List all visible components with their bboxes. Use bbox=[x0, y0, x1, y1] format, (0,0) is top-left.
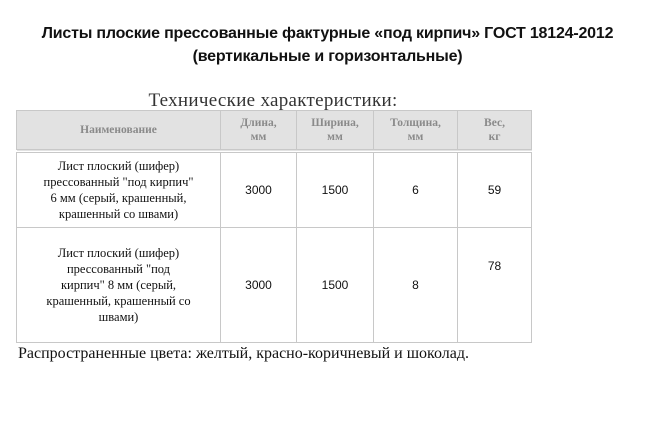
product-name-line: швами) bbox=[98, 310, 139, 324]
colors-note: Распространенные цвета: желтый, красно-коричневый и шоколад. bbox=[18, 345, 470, 362]
product-name-line: прессованный "под кирпич" bbox=[43, 175, 194, 189]
width-cell: 1500 bbox=[297, 228, 374, 343]
width-cell: 1500 bbox=[297, 151, 374, 228]
column-header-width bbox=[297, 111, 374, 152]
column-header-width-unit: мм bbox=[327, 131, 343, 143]
table-row bbox=[17, 228, 532, 343]
column-header-weight-unit: кг bbox=[488, 131, 501, 143]
column-header-thickness-label: Толщина, bbox=[390, 117, 441, 129]
column-header-length-label: Длина, bbox=[240, 117, 277, 129]
table-caption: Технические характеристики: bbox=[148, 90, 398, 111]
product-name-line: кирпич" 8 мм (серый, bbox=[60, 278, 177, 292]
weight-cell: 59 bbox=[458, 151, 532, 228]
product-name-line: крашенный, крашенный со bbox=[46, 294, 191, 308]
thickness-cell: 8 bbox=[374, 228, 458, 343]
product-name-cell bbox=[17, 151, 221, 228]
product-name-line: крашенный со швами) bbox=[58, 207, 179, 221]
column-header-length bbox=[221, 111, 297, 152]
page-heading-line-2: (вертикальные и горизонтальные) bbox=[192, 48, 463, 65]
product-name-cell bbox=[17, 228, 221, 343]
thickness-cell: 6 bbox=[374, 151, 458, 228]
product-name-line: Лист плоский (шифер) bbox=[57, 246, 180, 260]
product-name-line: Лист плоский (шифер) bbox=[57, 159, 180, 173]
column-header-weight bbox=[458, 111, 532, 152]
column-header-width-label: Ширина, bbox=[311, 117, 359, 129]
product-name-line: прессованный "под bbox=[66, 262, 171, 276]
column-header-thickness-unit: мм bbox=[407, 131, 424, 143]
table-row bbox=[17, 151, 532, 228]
column-header-name bbox=[17, 111, 221, 152]
length-cell: 3000 bbox=[221, 228, 297, 343]
page-heading bbox=[0, 22, 655, 68]
page-heading-line-1: Листы плоские прессованные фактурные «под кирпич» ГОСТ 18124-2012 bbox=[41, 25, 614, 42]
specifications-table bbox=[16, 110, 532, 343]
product-name-line: 6 мм (серый, крашенный, bbox=[50, 191, 187, 205]
column-header-name-label: Наименование bbox=[80, 124, 157, 136]
weight-cell: 78 bbox=[458, 228, 532, 343]
length-cell: 3000 bbox=[221, 151, 297, 228]
column-header-thickness bbox=[374, 111, 458, 152]
table-header-row bbox=[17, 111, 532, 152]
column-header-length-unit: мм bbox=[250, 131, 267, 143]
column-header-weight-label: Вес, bbox=[484, 117, 505, 129]
